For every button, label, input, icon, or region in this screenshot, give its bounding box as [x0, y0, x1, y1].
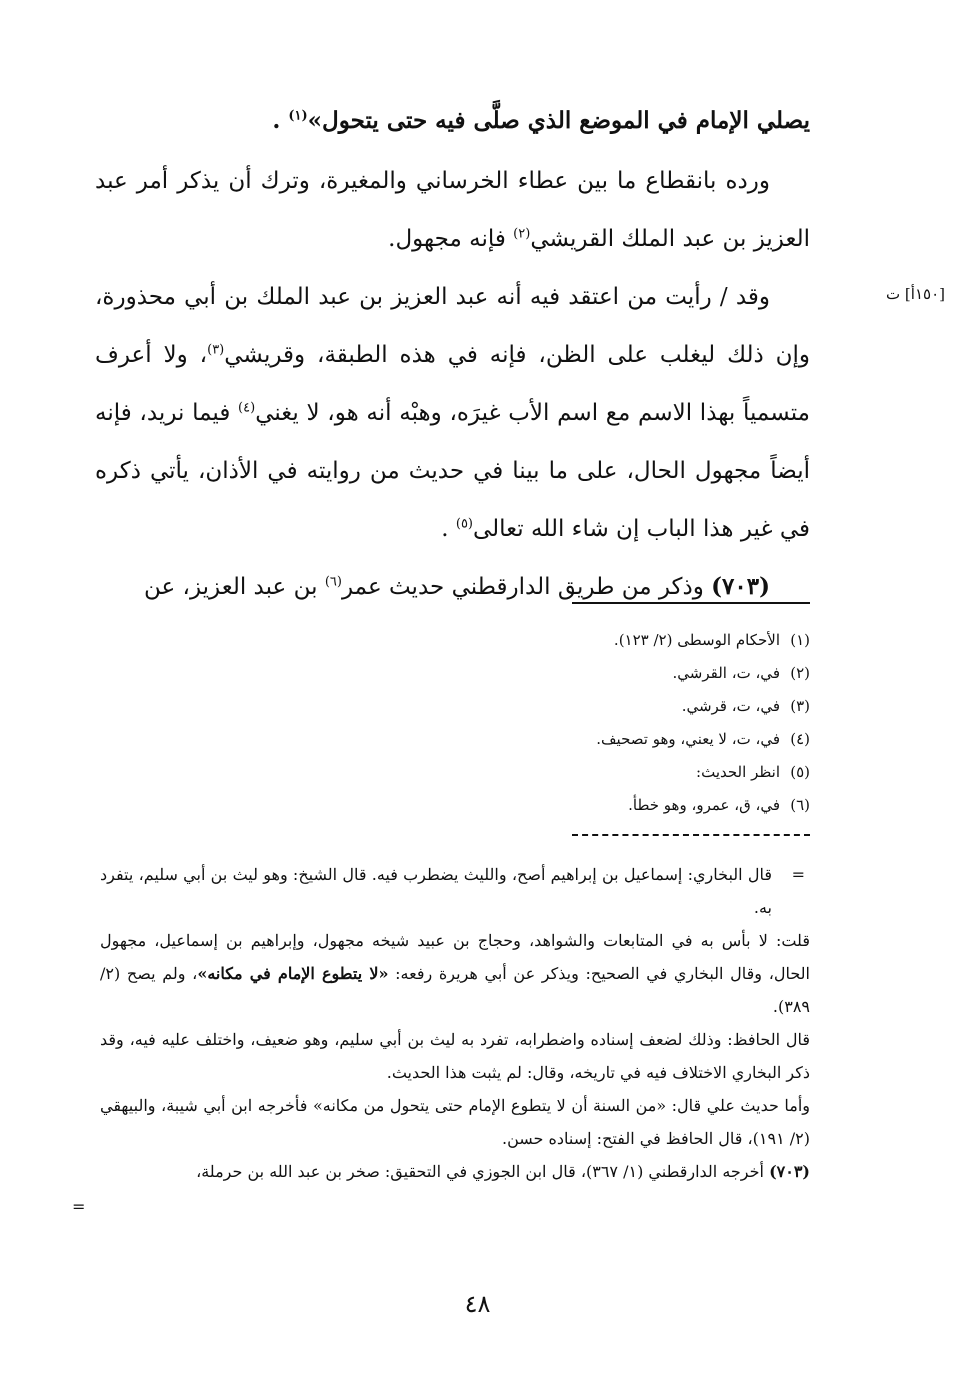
continuation-mark: = [791, 865, 805, 884]
footnote-number: (٦) [790, 796, 810, 814]
footnote-text: الأحكام الوسطى (٢/ ١٢٣). [613, 631, 780, 649]
commentary-paragraph-1: قال البخاري: إسماعيل بن إبراهيم أصح، والليث يضطرب فيه. قال الشيخ: وهو ليث بن أبي سليم، يتفرد به. [100, 865, 772, 917]
footnote-item [150, 624, 810, 657]
first-line-text: يصلي الإمام في الموضع الذي صلَّى فيه حتى يتحول» [307, 107, 810, 134]
paragraph-1-text: ورده بانقطاع ما بين عطاء الخرساني والمغيرة، وترك أن يذكر أمر عبد العزيز بن عبد الملك القريشي [95, 168, 810, 252]
footnote-item [150, 657, 810, 690]
paragraph-3-text-a: وذكر من طريق الدارقطني حديث عمر [341, 574, 712, 600]
commentary-paragraph-4: وأما حديث علي قال: «من السنة أن لا يتطوع الإمام حتى يتحول من مكانه» فأخرجه ابن أبي شيبة، والبيهقي (٢/ ١٩١)، قال الحافظ في الفتح: إسناده حسن. [100, 1096, 810, 1148]
footnote-ref-1: (١) [288, 108, 308, 124]
paragraph-1-end: فإنه مجهول. [388, 226, 514, 252]
commentary-paragraph-2 [100, 924, 810, 1023]
footnote-text: في، ت، لا يعني، وهو تصحيف. [596, 730, 780, 748]
footnote-text: في، ق، عمرو، وهو خطأ. [628, 796, 780, 814]
page-number: ٤٨ [464, 1290, 491, 1318]
footnote-number: (٣) [790, 697, 810, 715]
footnote-item [150, 789, 810, 822]
footnote-separator [572, 602, 810, 604]
commentary-2-text-a: قلت: لا بأس به في المتابعات والشواهد، وحجاج بن عبيد شيخه مجهول، وإبراهيم بن إسماعيل، مجهول الحال، وقال البخاري في الصحيح: ويذكر عن أبي هريرة رفعه: [100, 931, 811, 983]
footnote-text: في، ت، القرشي. [672, 664, 780, 682]
continuation-mark-end: = [72, 1197, 86, 1216]
footnote-ref-5: (٥) [455, 516, 473, 532]
paragraph-2-text-a: وقد / رأيت من اعتقد فيه أنه عبد العزيز بن عبد الملك بن أبي محذورة، وإن ذلك ليغلب على الظن، فإنه في هذه الطبقة، وقريشي [95, 284, 810, 368]
commentary-hadith-number: (٧٠٣) [769, 1162, 810, 1181]
hadith-number: (٧٠٣) [711, 573, 770, 600]
first-line-end: . [272, 107, 289, 134]
paragraph-3-text-b: بن عبد العزيز، عن [143, 574, 325, 600]
commentary-paragraph-3: قال الحافظ: وذلك لضعف إسناده واضطرابه، تفرد به ليث بن أبي سليم، وهو ضعيف، واختلف عليه فيه، وقد ذكر البخاري الاختلاف فيه في تاريخه، وقال: لم يثبت هذا الحديث. [100, 1030, 810, 1082]
commentary-2-quote: «لا يتطوع الإمام في مكانه» [197, 964, 389, 983]
footnote-ref-3: (٣) [207, 342, 225, 358]
commentary-block [100, 858, 810, 1188]
commentary-5-text: أخرجه الدارقطني (١/ ٣٦٧)، قال ابن الجوزي في التحقيق: صخر بن عبد الله بن حرملة، [196, 1162, 770, 1181]
footnote-item [150, 690, 810, 723]
paragraph-2-text-b: ، ولا أعرف متسمياً بهذا الاسم مع اسم الأب غيرَه، وهبْه أنه هو، لا يغني [95, 342, 810, 426]
footnote-text: انظر الحديث: [696, 763, 780, 781]
main-paragraph-2 [95, 268, 810, 558]
main-first-line [95, 92, 810, 150]
main-paragraph-3 [95, 558, 810, 616]
footnote-number: (١) [790, 631, 810, 649]
manuscript-side-note: [١٥٠أ] ت [886, 285, 945, 303]
main-text [95, 92, 810, 616]
footnote-ref-6: (٦) [324, 574, 342, 590]
commentary-2-text-b: ، ولم يصح (٢/ ٣٨٩). [100, 964, 810, 1016]
footnote-text: في، ت، قرشي. [681, 697, 780, 715]
footnotes-list [150, 624, 810, 822]
commentary-paragraph-5 [100, 1155, 810, 1188]
footnote-ref-2: (٢) [513, 226, 531, 242]
footnote-item [150, 723, 810, 756]
commentary-separator [572, 834, 810, 836]
paragraph-2-text-c: فيما نريد، فإنه أيضاً مجهول الحال، على ما بينا في حديث من روايته في الأذان، يأتي ذكره في غير هذا الباب إن شاء الله تعالى [95, 400, 810, 542]
footnote-number: (٥) [790, 763, 810, 781]
footnote-number: (٢) [790, 664, 810, 682]
main-paragraph-1 [95, 152, 810, 268]
footnote-number: (٤) [790, 730, 810, 748]
footnote-ref-4: (٤) [238, 400, 256, 416]
footnote-item [150, 756, 810, 789]
paragraph-2-end: . [441, 516, 456, 542]
